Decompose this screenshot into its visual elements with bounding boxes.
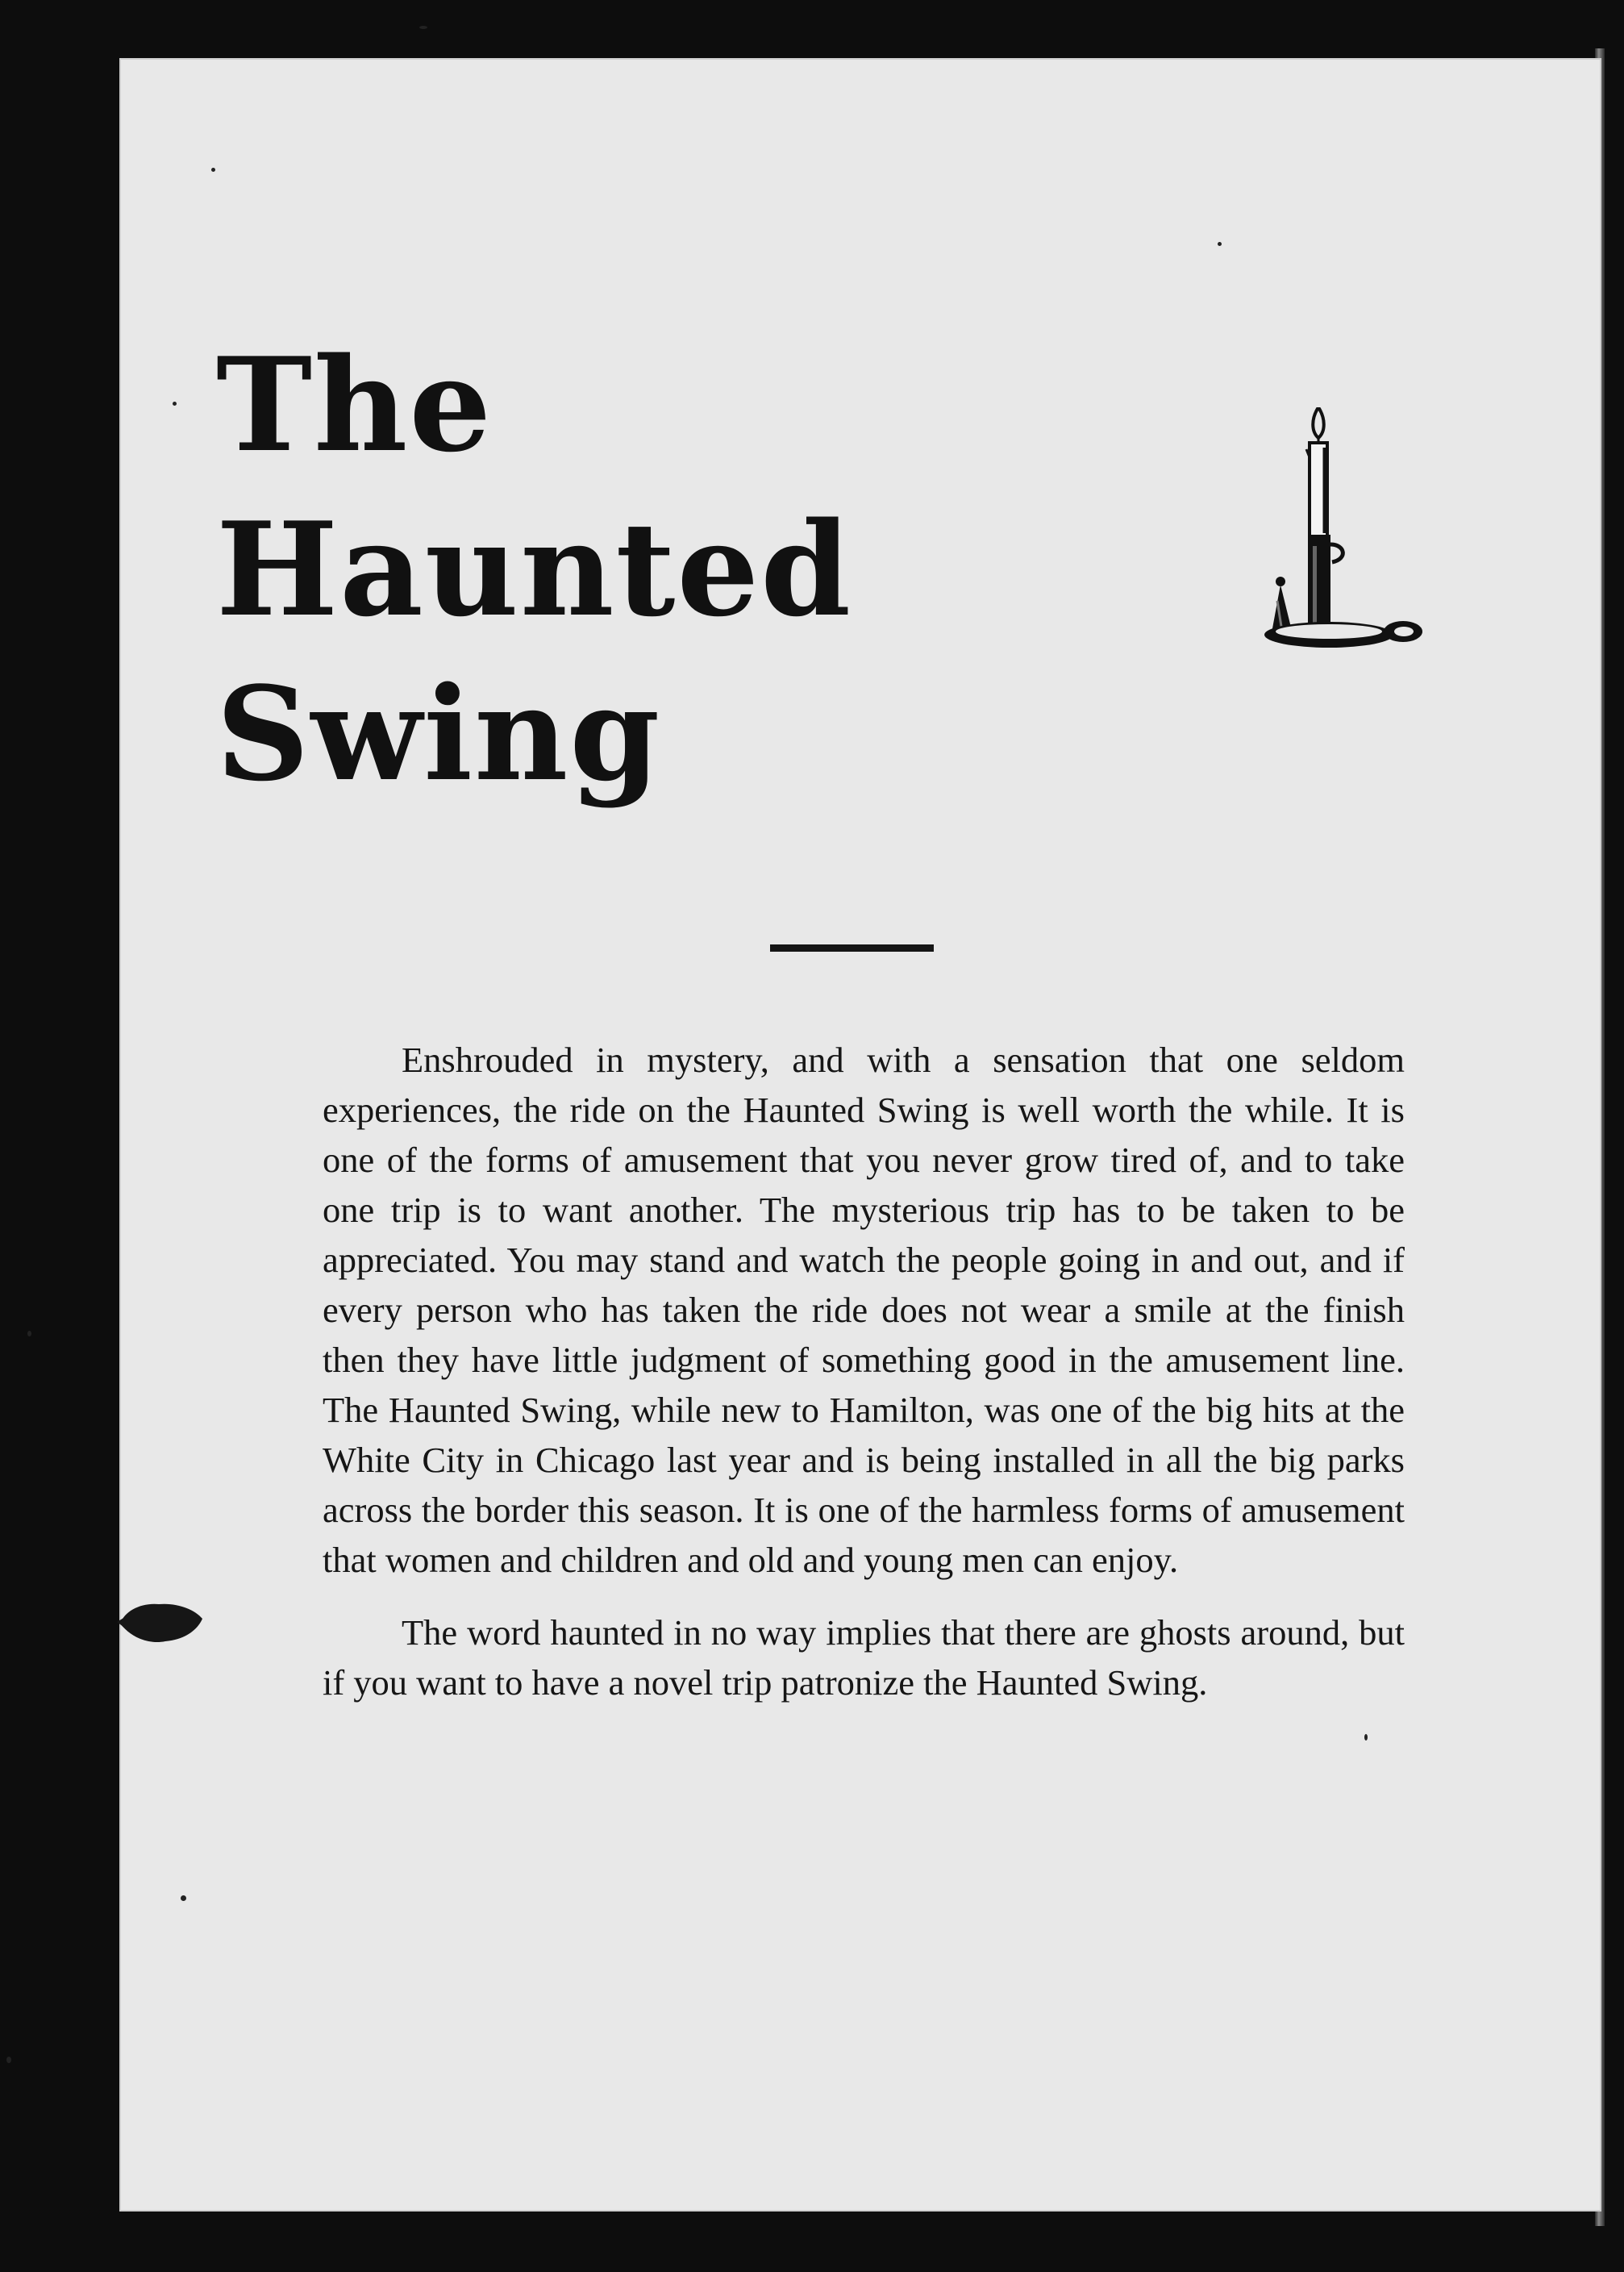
paragraph-2: The word haunted in no way implies that there are ghosts around, but if you want to have a novel trip patronize the Haunted Swing. <box>323 1612 1405 1703</box>
title-line-3: Swing <box>216 658 662 810</box>
title-line-1: The <box>216 329 493 481</box>
candle-icon <box>1242 407 1427 653</box>
speck <box>173 402 177 406</box>
page-title <box>216 323 852 816</box>
speck <box>211 168 215 172</box>
speck <box>27 1331 31 1336</box>
article-body <box>323 1035 1405 1707</box>
ink-blot <box>117 1593 206 1649</box>
speck <box>181 1895 186 1901</box>
speck <box>6 2057 11 2063</box>
paragraph-1: Enshrouded in mystery, and with a sensation that one seldom experiences, the ride on the Haunted Swing is well worth the while. It is one of the forms of amusement that you never grow tired of, and to take one trip is to want another. The mysterious trip has to be taken to be appreciated. You may stand and watch the people going in and out, and if every person who has taken the ride does not wear a smile at the finish then they have little judgment of something good in the amusement line. The Haunted Swing, while new to Hamilton, was one of the big hits at the White City in Chicago last year and is being installed in all the big parks across the border this season. It is one of the harmless forms of amusement that women and children and old and young men can enjoy. <box>323 1040 1405 1580</box>
speck <box>1364 1734 1368 1740</box>
divider-rule <box>770 944 934 952</box>
title-line-2: Haunted <box>216 494 853 645</box>
speck <box>1218 242 1222 246</box>
speck <box>419 26 427 29</box>
